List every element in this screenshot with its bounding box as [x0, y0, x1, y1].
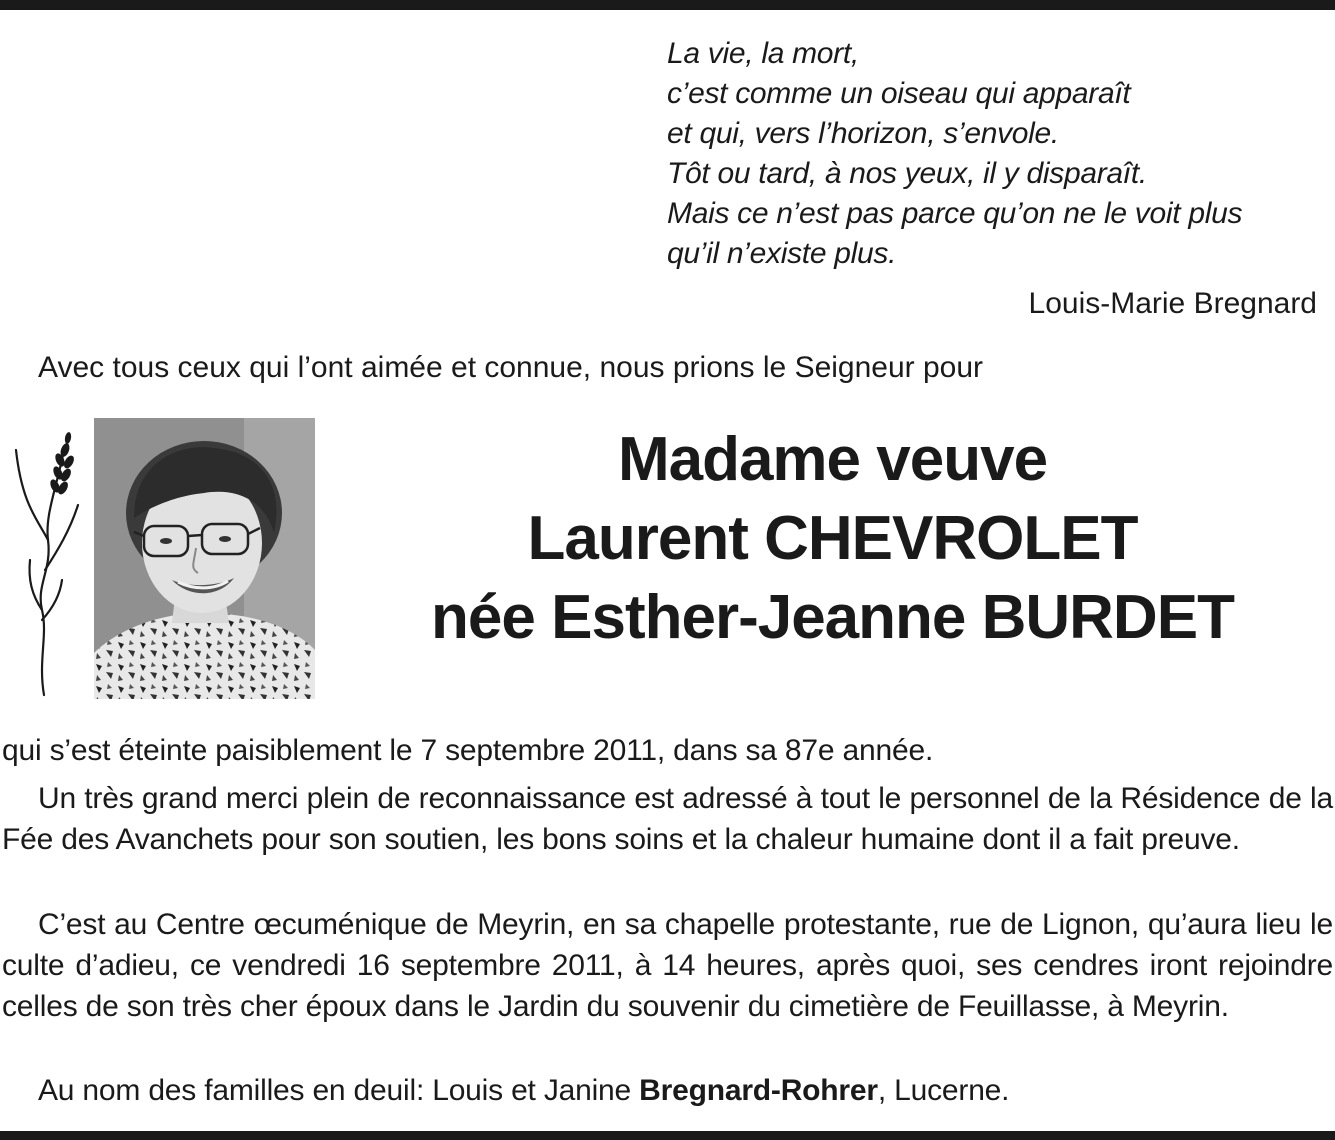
deceased-married-name: Laurent CHEVROLET [527, 504, 1138, 573]
deceased-title: Madame veuve [617, 425, 1048, 494]
portrait-photo [94, 418, 315, 699]
bottom-border-rule [0, 1131, 1335, 1140]
families-name: Bregnard-Rohrer [639, 1074, 878, 1107]
poem-line: qu’il n’existe plus. [667, 237, 897, 270]
paragraph-families [2, 1070, 1333, 1111]
families-suffix: , Lucerne. [877, 1074, 1010, 1107]
poem-line: La vie, la mort, [667, 37, 859, 70]
poem-author: Louis-Marie Bregnard [1028, 287, 1317, 320]
intro-text: Avec tous ceux qui l’ont aimée et connue, nous prions le Seigneur pour [38, 351, 984, 384]
poem [667, 34, 1332, 274]
paragraph-death-notice: qui s’est éteinte paisiblement le 7 septembre 2011, dans sa 87e année. [2, 734, 934, 767]
wheat-stalk-icon [8, 420, 86, 700]
poem-line: c’est comme un oiseau qui apparaît [667, 77, 1131, 110]
poem-line: et qui, vers l’horizon, s’envole. [667, 117, 1059, 150]
top-border-rule [0, 0, 1335, 10]
paragraph-thanks: Un très grand merci plein de reconnaissance est adressé à tout le personnel de la Résidence de la Fée des Avanchets pour son soutien, les bons soins et la chaleur humaine dont il a fait preuve. [2, 782, 1333, 856]
paragraph-ceremony: C’est au Centre œcuménique de Meyrin, en sa chapelle protestante, rue de Lignon, qu’aura lieu le culte d’adieu, ce vendredi 16 septembre 2011, à 14 heures, après quoi, ses cendres iront rejoindre celles de son très cher époux dans le Jardin du souvenir du cimetière de Feuillasse, à Meyrin. [2, 908, 1333, 1023]
deceased-birth-name: née Esther-Jeanne BURDET [431, 583, 1234, 652]
poem-line: Tôt ou tard, à nos yeux, il y disparaît. [667, 157, 1147, 190]
deceased-name-block [330, 420, 1335, 657]
poem-line: Mais ce n’est pas parce qu’on ne le voit plus [667, 197, 1243, 230]
families-prefix: Au nom des familles en deuil: Louis et Janine [38, 1074, 640, 1107]
